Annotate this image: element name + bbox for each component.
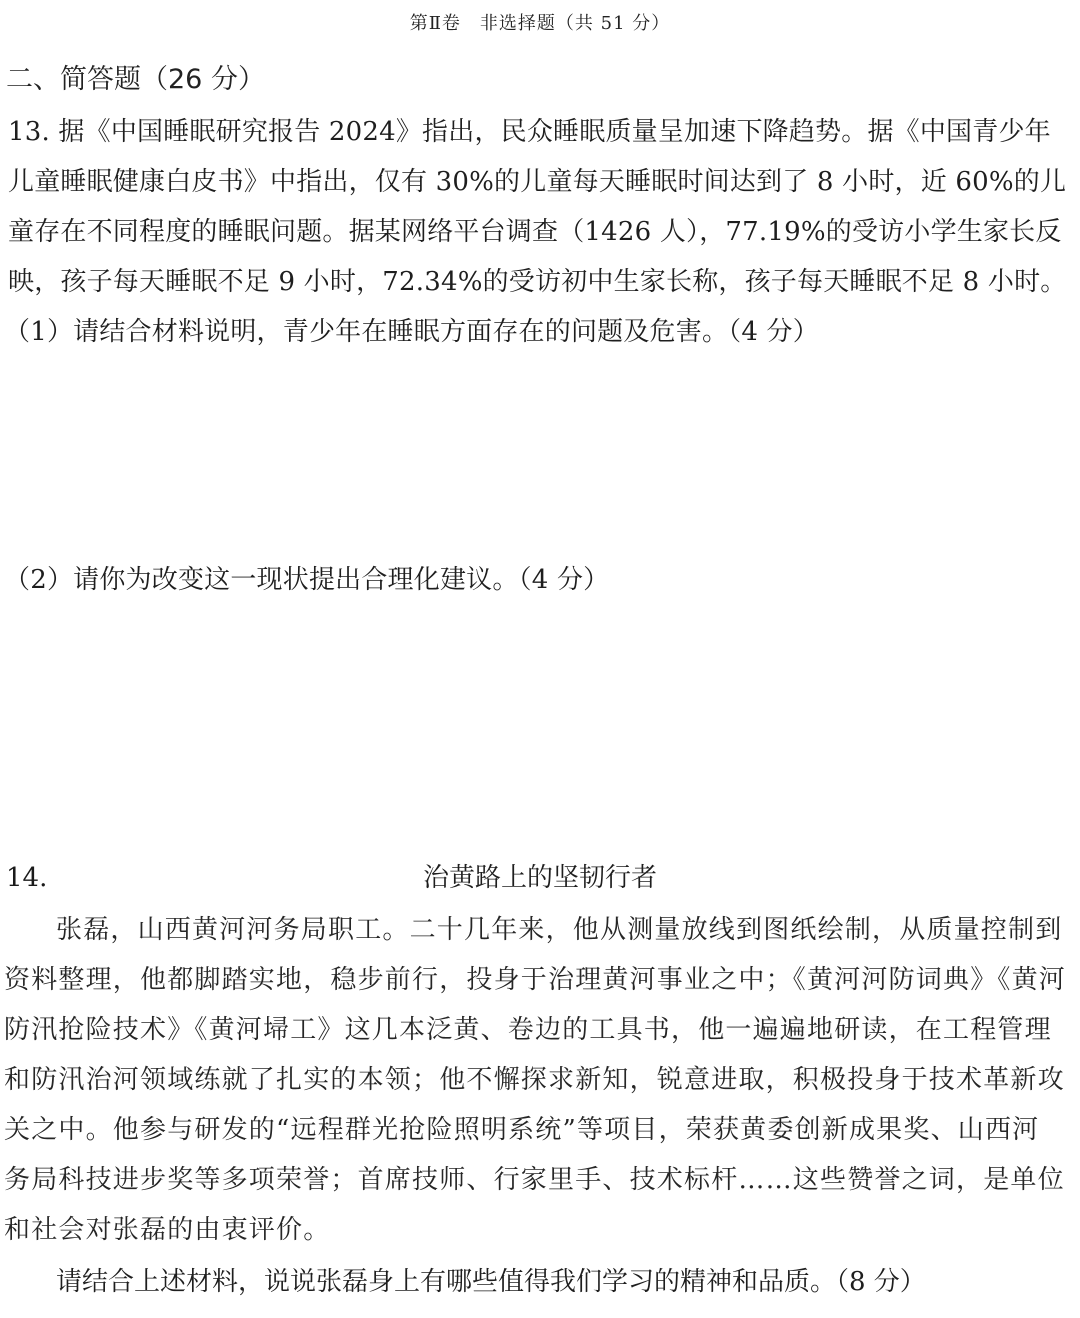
section-heading: 二、简答题（26 分）	[6, 64, 265, 95]
q14-passage-line: 防汛抢险技术》《黄河埽工》这几本泛黄、卷边的工具书，他一遍遍地研读，在工程管理	[4, 1015, 1052, 1045]
q13-text-line: 13. 据《中国睡眠研究报告 2024》指出，民众睡眠质量呈加速下降趋势。据《中国青少年	[8, 117, 1051, 147]
q14-number: 14.	[6, 863, 48, 893]
page-title: 第Ⅱ卷 非选择题（共 51 分）	[409, 13, 671, 34]
q13-text-line: 童存在不同程度的睡眠问题。据某网络平台调查（1426 人），77.19%的受访小学生家长反	[8, 217, 1062, 247]
q14-question: 请结合上述材料，说说张磊身上有哪些值得我们学习的精神和品质。（8 分）	[56, 1267, 926, 1297]
q13-text-line: 儿童睡眠健康白皮书》中指出，仅有 30%的儿童每天睡眠时间达到了 8 小时，近 60%的儿	[8, 167, 1067, 197]
q13-answer-space-1[interactable]	[0, 356, 1080, 556]
q14-passage-line: 关之中。他参与研发的“远程群光抢险照明系统”等项目，荣获黄委创新成果奖、山西河	[4, 1115, 1040, 1145]
q13-subquestion-1: （1）请结合材料说明，青少年在睡眠方面存在的问题及危害。（4 分）	[4, 317, 819, 347]
q14-passage-line: 资料整理，他都脚踏实地，稳步前行，投身于治理黄河事业之中；《黄河河防词典》《黄河	[4, 965, 1067, 995]
q14-passage-line: 和防汛治河领域练就了扎实的本领；他不懈探求新知，锐意进取，积极投身于技术革新攻	[4, 1065, 1065, 1095]
q14-passage-line: 和社会对张磊的由衷评价。	[4, 1215, 331, 1245]
q13-subquestion-2: （2）请你为改变这一现状提出合理化建议。（4 分）	[4, 565, 610, 595]
q14-passage-line: 张磊，山西黄河河务局职工。二十几年来，他从测量放线到图纸绘制，从质量控制到	[56, 915, 1063, 945]
q13-answer-space-2[interactable]	[0, 604, 1080, 854]
q14-title: 治黄路上的坚韧行者	[422, 863, 657, 893]
q14-passage-line: 务局科技进步奖等多项荣誉；首席技师、行家里手、技术标杆……这些赞誉之词，是单位	[4, 1165, 1065, 1195]
q13-text-line: 映，孩子每天睡眠不足 9 小时，72.34%的受访初中生家长称，孩子每天睡眠不足 8 小时。	[8, 267, 1067, 297]
